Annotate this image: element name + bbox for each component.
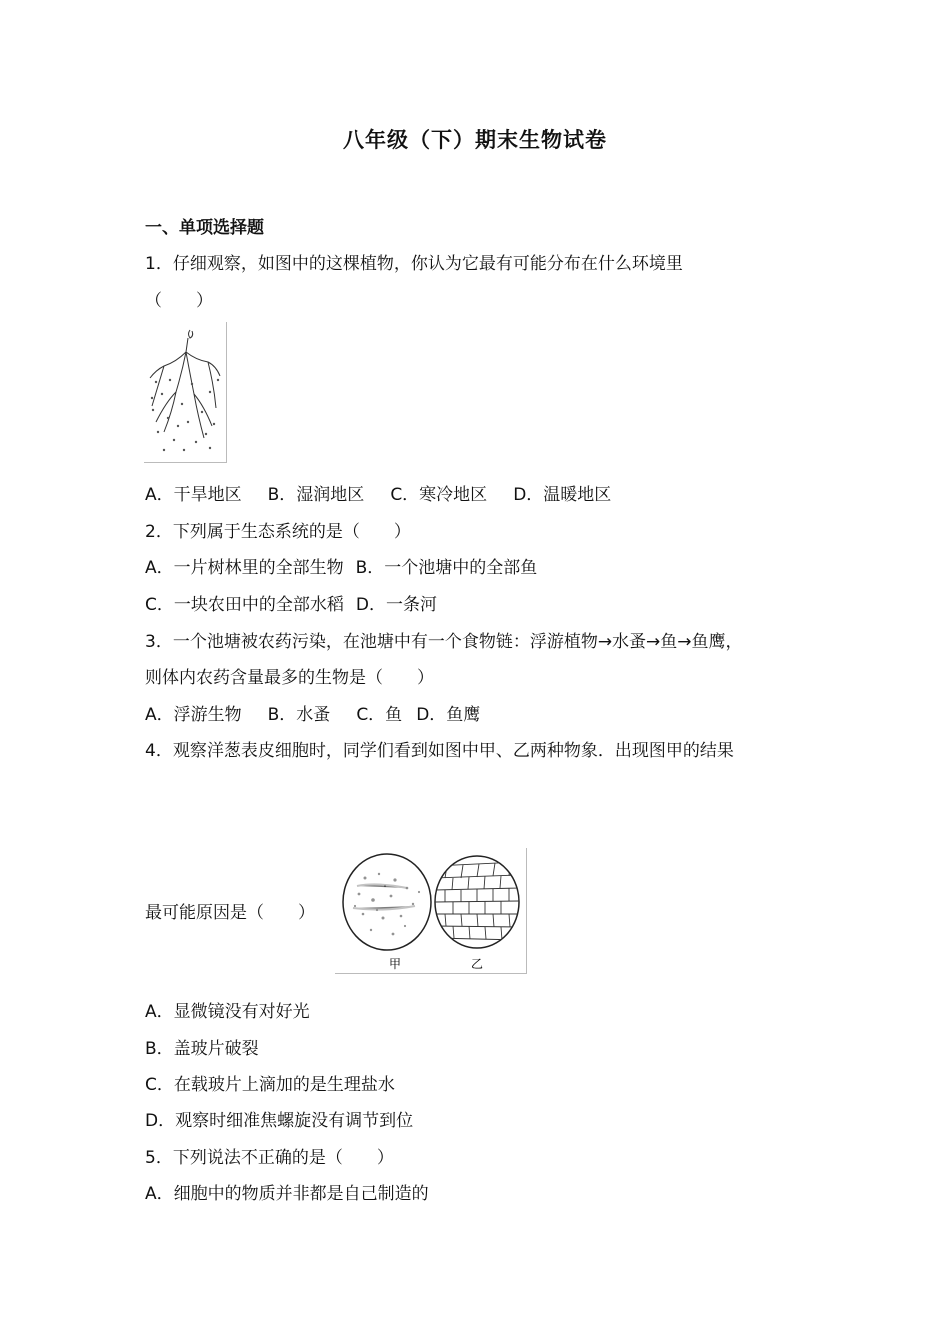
option-b[interactable]: B．一个池塘中的全部鱼: [355, 558, 538, 578]
question-5-stem: 5．下列说法不正确的是（ ）: [145, 1148, 394, 1168]
figure-label-jia: 甲: [388, 957, 402, 971]
option-c[interactable]: C．一块农田中的全部水稻: [145, 595, 344, 615]
option-d[interactable]: D．温暖地区: [513, 485, 612, 505]
option-c[interactable]: C．鱼: [356, 705, 403, 725]
question-4-stem-cont: 最可能原因是（ ）: [145, 903, 315, 923]
question-3-stem-cont: 则体内农药含量最多的生物是（ ）: [145, 668, 434, 688]
figure-label-yi: 乙: [470, 957, 484, 971]
section-heading: 一、单项选择题: [145, 218, 264, 238]
option-d[interactable]: D．鱼鹰: [416, 705, 481, 725]
page-title: 八年级（下）期末生物试卷: [343, 128, 607, 152]
option-b[interactable]: B．水蚤: [267, 705, 331, 725]
question-2-options-row-2: [145, 594, 437, 616]
option-a[interactable]: A．显微镜没有对好光: [145, 1002, 310, 1022]
question-1-options: [145, 484, 611, 506]
option-a[interactable]: A．浮游生物: [145, 705, 242, 725]
question-2-options-row-1: [145, 557, 537, 579]
option-a[interactable]: A．细胞中的物质并非都是自己制造的: [145, 1184, 429, 1204]
option-b[interactable]: B．湿润地区: [267, 485, 365, 505]
question-2-stem: 2．下列属于生态系统的是（ ）: [145, 522, 411, 542]
option-d[interactable]: D．一条河: [355, 595, 437, 615]
onion-cell-figure: [335, 848, 527, 974]
option-a[interactable]: A．干旱地区: [145, 485, 242, 505]
question-4-stem: 4．观察洋葱表皮细胞时，同学们看到如图中甲、乙两种物象．出现图甲的结果: [145, 741, 734, 761]
plant-root-figure: [144, 322, 227, 463]
option-c[interactable]: C．在载玻片上滴加的是生理盐水: [145, 1075, 395, 1095]
option-d[interactable]: D．观察时细准焦螺旋没有调节到位: [145, 1111, 414, 1131]
question-1-stem: 1．仔细观察，如图中的这棵植物，你认为它最有可能分布在什么环境里: [145, 254, 683, 274]
question-3-options: [145, 704, 480, 726]
option-b[interactable]: B．盖玻片破裂: [145, 1039, 259, 1059]
option-a[interactable]: A．一片树林里的全部生物: [145, 558, 344, 578]
onion-cell-illustration: [335, 848, 526, 973]
question-3-stem: 3．一个池塘被农药污染，在池塘中有一个食物链：浮游植物→水蚤→鱼→鱼鹰，: [145, 632, 743, 652]
question-1-paren: （ ）: [145, 291, 213, 311]
option-c[interactable]: C．寒冷地区: [390, 485, 488, 505]
plant-root-illustration: [144, 322, 226, 462]
